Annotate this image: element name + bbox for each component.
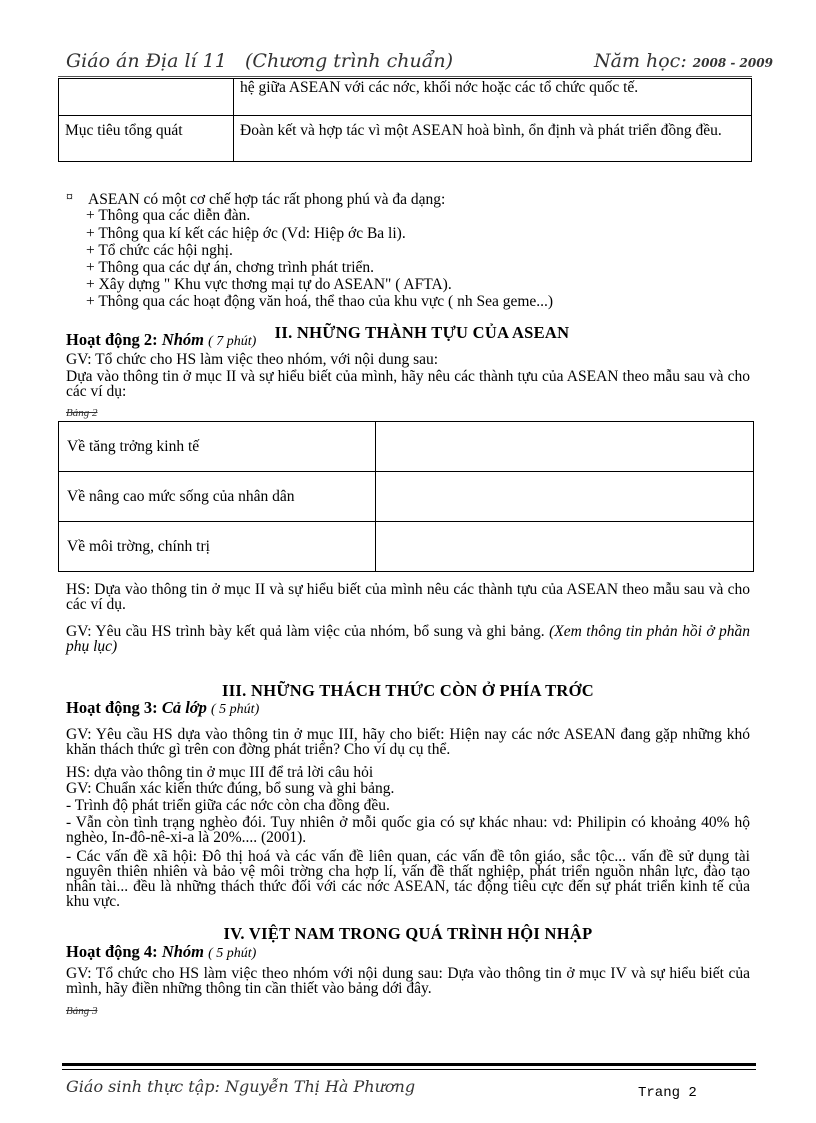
footer-rule-thin	[62, 1069, 756, 1070]
list-item: + Thông qua kí kết các hiệp ớc (Vd: Hiệp ớc Ba li).	[86, 225, 406, 242]
activity-3-mode: Cả lớp	[161, 698, 207, 717]
table-cell-text: Đoàn kết và hợp tác vì một ASEAN hoà bình, ổn định và phát triển đồng đều.	[234, 116, 752, 162]
section-2-heading: II. NHỮNG THÀNH TỰU CỦA ASEAN	[274, 323, 570, 342]
section-2-task: Dựa vào thông tin ở mục II và sự hiểu biết của mình, hãy nêu các thành tựu của ASEAN theo mẫu sau và cho các ví dụ:	[66, 368, 750, 400]
section-2-gv2-note: (Xem thông tin phản hồi ở phần phụ lục)	[66, 623, 751, 655]
activity-4-time: ( 5 phút)	[208, 946, 257, 961]
list-item: + Thông qua các hoạt động văn hoá, thể thao của khu vực ( nh Sea geme...)	[86, 293, 554, 310]
activity-2-mode: Nhóm	[161, 330, 204, 349]
header-rule	[58, 76, 752, 77]
achievements-table	[58, 421, 754, 572]
section-3-hs: HS: dựa vào thông tin ở mục III để trả lời câu hỏi	[66, 764, 374, 781]
section-4-heading: IV. VIỆT NAM TRONG QUÁ TRÌNH HỘI NHẬP	[223, 924, 593, 943]
list-item: + Thông qua các dự án, chơng trình phát triển.	[86, 259, 375, 276]
activity-2-label: Hoạt động 2:	[66, 330, 158, 349]
table-cell-label: Về tăng trởng kinh tế	[59, 422, 376, 472]
header-year-value: 2008 - 2009	[692, 56, 773, 70]
table-cell-label: Về nâng cao mức sống của nhân dân	[59, 472, 376, 522]
table-row	[59, 472, 754, 522]
activity-4-mode: Nhóm	[161, 942, 204, 961]
mechanism-intro: ASEAN có một cơ chế hợp tác rất phong phú và đa dạng:	[88, 191, 446, 208]
section-3-gv2: GV: Chuẩn xác kiến thức đúng, bổ sung và ghi bảng.	[66, 780, 395, 797]
list-item: + Thông qua các diễn đàn.	[86, 207, 251, 224]
table-cell-label: Mục tiêu tổng quát	[59, 116, 234, 162]
section-3-point-1: - Trình độ phát triển giữa các nớc còn cha đồng đều.	[66, 797, 390, 814]
table-cell-text: hệ giữa ASEAN với các nớc, khối nớc hoặc các tổ chức quốc tế.	[234, 79, 752, 116]
table-cell-empty	[376, 472, 754, 522]
list-item: + Tổ chức các hội nghị.	[86, 242, 233, 259]
page-number: Trang 2	[638, 1085, 697, 1101]
header-program: (Chương trình chuẩn)	[245, 50, 454, 72]
footer-author: Giáo sinh thực tập: Nguyễn Thị Hà Phương	[66, 1077, 416, 1096]
activity-4-label: Hoạt động 4:	[66, 942, 158, 961]
list-item: + Xây dựng " Khu vực thơng mại tự do ASEAN" ( AFTA).	[86, 276, 452, 293]
activity-3-time: ( 5 phút)	[211, 702, 260, 717]
section-2-gv2	[66, 624, 750, 654]
activity-2	[66, 330, 256, 350]
bullet-symbol-icon: ¤	[66, 190, 73, 205]
section-3-point-2: - Vẫn còn tình trạng nghèo đói. Tuy nhiên ở mỗi quốc gia có sự khác nhau: vd: Philipin có khoảng 40% hộ nghèo, In-đô-nê-xi-a là 20%.... (2001).	[66, 814, 750, 846]
footer-rule-thick	[62, 1063, 756, 1066]
table-cell-label: Về môi trờng, chính trị	[59, 522, 376, 572]
activity-4	[66, 942, 256, 962]
table-row	[59, 116, 752, 162]
activity-3-label: Hoạt động 3:	[66, 698, 158, 717]
table-cell-label	[59, 79, 234, 116]
table-3-tag: Bảng 3	[66, 1005, 98, 1017]
section-2-gv2-text: GV: Yêu cầu HS trình bày kết quả làm việc của nhóm, bổ sung và ghi bảng.	[66, 623, 545, 640]
table-row	[59, 422, 754, 472]
section-3-point-3: - Các vấn đề xã hội: Đô thị hoá và các vấn đề liên quan, các vấn đề tôn giáo, sắc tộc... vấn đề sử dụng tài nguyên thiên nhiên và bảo vệ môi trờng cha hợp lí, vấn đề thất nghiệp, phát triển nguồn nhân lực, đào tạo nhân tài... đều là những thách thức đối với các nớc ASEAN, tác động tiêu cực đến sự phát triển kinh tế của khu vực.	[66, 848, 750, 910]
table-2-tag: Bảng 2	[66, 407, 98, 419]
section-2-hs: HS: Dựa vào thông tin ở mục II và sự hiểu biết của mình nêu các thành tựu của ASEAN theo mẫu sau và cho các ví dụ.	[66, 581, 750, 613]
objectives-table	[58, 78, 752, 162]
activity-2-time: ( 7 phút)	[208, 334, 257, 349]
section-2-gv1: GV: Tổ chức cho HS làm việc theo nhóm, với nội dung sau:	[66, 351, 439, 368]
table-cell-empty	[376, 422, 754, 472]
table-cell-empty	[376, 522, 754, 572]
activity-3	[66, 698, 259, 718]
header-year-label: Năm học:	[594, 50, 687, 72]
header-title: Giáo án Địa lí 11	[66, 50, 227, 72]
header-year	[594, 50, 773, 72]
section-3-heading: III. NHỮNG THÁCH THỨC CÒN Ở PHÍA TRỚC	[221, 681, 594, 700]
table-row	[59, 522, 754, 572]
section-3-gv1: GV: Yêu cầu HS dựa vào thông tin ở mục III, hãy cho biết: Hiện nay các nớc ASEAN đang gặp những khó khăn thách thức gì trên con đờng phát triển? Cho ví dụ cụ thể.	[66, 726, 750, 758]
table-row	[59, 79, 752, 116]
section-4-gv1: GV: Tổ chức cho HS làm việc theo nhóm với nội dung sau: Dựa vào thông tin ở mục IV và sự hiểu biết của mình, hãy điền những thông tin cần thiết vào bảng dới đây.	[66, 965, 750, 997]
